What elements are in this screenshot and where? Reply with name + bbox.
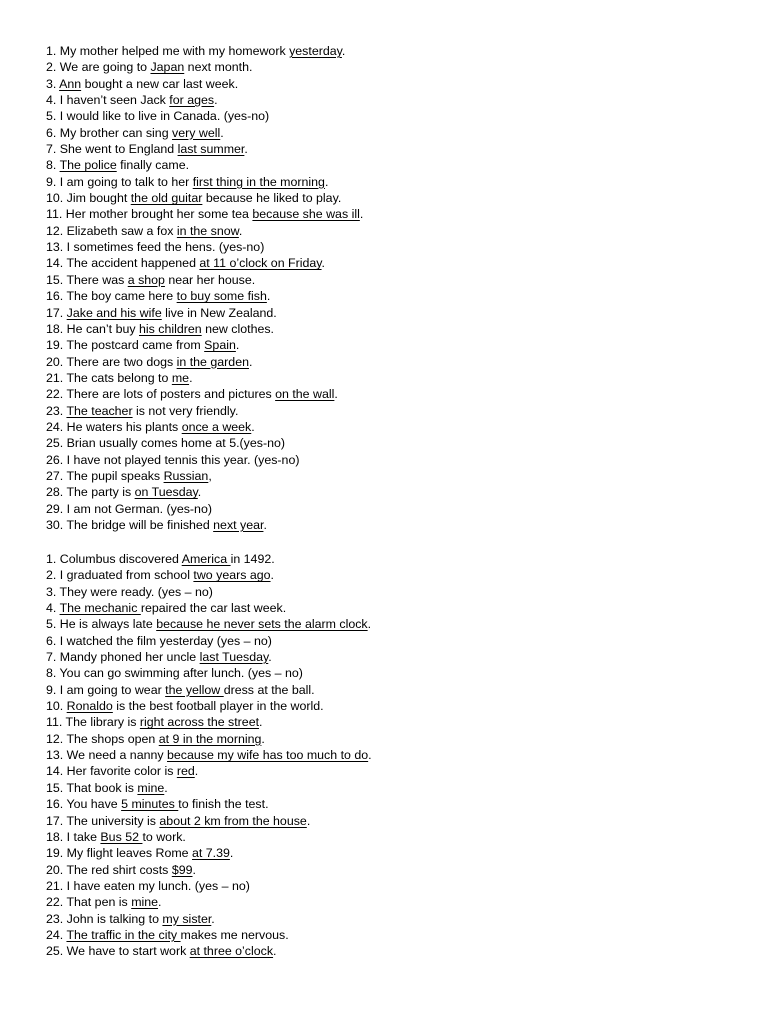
sentence-text: . (367, 617, 372, 632)
sentence-text: 16. The boy came here (46, 289, 177, 304)
sentence-line (46, 288, 363, 304)
sentence-text: . (164, 780, 168, 795)
underlined-phrase: because he never sets the alarm clock (156, 617, 368, 632)
sentence-line (46, 796, 372, 812)
underlined-phrase: 5 minutes (121, 797, 179, 812)
underlined-phrase: a shop (127, 272, 165, 287)
underlined-phrase: the yellow (165, 682, 224, 697)
sentence-text: 17. The university is (46, 813, 160, 828)
sentence-line (46, 616, 372, 632)
underlined-phrase: once a week (181, 419, 252, 434)
sentence-text: 13. I sometimes feed the hens. (yes-no) (46, 240, 265, 255)
sentence-line (46, 813, 372, 829)
sentence-line (46, 911, 372, 927)
sentence-text: 22. That pen is (46, 895, 132, 910)
underlined-phrase: The police (59, 158, 117, 173)
sentence-text: 3. They were ready. (yes – no) (46, 584, 213, 599)
underlined-phrase: right across the street (139, 715, 260, 730)
underlined-phrase: Ronaldo (66, 699, 113, 714)
sentence-text: . (261, 731, 265, 746)
sentence-line (46, 190, 363, 206)
sentence-text: 14. Her favorite color is (46, 764, 177, 779)
sentence-text: 18. He can’t buy (46, 321, 139, 336)
underlined-phrase: Russian (163, 468, 209, 483)
sentence-text: 15. There was (46, 272, 128, 287)
sentence-text: 7. Mandy phoned her uncle (46, 650, 200, 665)
sentence-text: 26. I have not played tennis this year. (yes-no) (46, 452, 300, 467)
sentence-text: to work. (142, 829, 186, 844)
underlined-phrase: at 9 in the morning (158, 731, 262, 746)
sentence-text: . (220, 125, 224, 140)
exercise-1-list (46, 43, 363, 533)
underlined-phrase: $99 (171, 862, 193, 877)
underlined-phrase: my sister (162, 911, 212, 926)
sentence-line (46, 714, 372, 730)
sentence-text: . (341, 44, 346, 58)
underlined-phrase: next year (213, 517, 264, 532)
sentence-text: . (192, 862, 196, 877)
sentence-text: . (238, 223, 243, 238)
sentence-text: . (321, 256, 325, 271)
sentence-text: 27. The pupil speaks (46, 468, 164, 483)
sentence-text: 30. The bridge will be finished (46, 517, 214, 532)
sentence-text: . (229, 846, 234, 861)
underlined-phrase: The traffic in the city (66, 927, 181, 942)
sentence-text: 21. I have eaten my lunch. (yes – no) (46, 878, 250, 893)
sentence-line (46, 468, 363, 484)
underlined-phrase: The mechanic (59, 601, 141, 616)
sentence-text: . (211, 911, 215, 926)
underlined-phrase: Jake and his wife (66, 305, 162, 320)
sentence-line (46, 157, 363, 173)
sentence-text: repaired the car last week. (140, 601, 287, 616)
sentence-text: 13. We need a nanny (46, 748, 168, 763)
sentence-line (46, 927, 372, 943)
sentence-line (46, 206, 363, 222)
sentence-line (46, 108, 363, 124)
sentence-text: 21. The cats belong to (46, 370, 172, 385)
underlined-phrase: The teacher (66, 403, 133, 418)
sentence-line (46, 92, 363, 108)
sentence-text: 12. Elizabeth saw a fox (46, 223, 177, 238)
sentence-text: 25. We have to start work (46, 944, 190, 959)
sentence-line (46, 435, 363, 451)
sentence-text: . (324, 174, 329, 189)
sentence-line (46, 403, 363, 419)
sentence-line (46, 272, 363, 288)
sentence-line (46, 239, 363, 255)
sentence-text: . (259, 715, 263, 730)
sentence-text: . (248, 354, 253, 369)
sentence-text: 23. (46, 403, 67, 418)
underlined-phrase: at three o’clock (189, 944, 274, 959)
sentence-text: 10. (46, 699, 67, 714)
sentence-line (46, 682, 372, 698)
sentence-text: 29. I am not German. (yes-no) (46, 501, 212, 516)
underlined-phrase: about 2 km from the house (159, 813, 307, 828)
sentence-text: . (194, 764, 199, 779)
sentence-text: . (158, 895, 162, 910)
sentence-line (46, 665, 372, 681)
underlined-phrase: on Tuesday (134, 485, 198, 500)
sentence-line (46, 223, 363, 239)
sentence-line (46, 354, 363, 370)
sentence-text: . (270, 568, 274, 583)
sentence-line (46, 321, 363, 337)
sentence-text: . (268, 650, 272, 665)
underlined-phrase: Ann (59, 76, 82, 91)
sentence-text: 9. I am going to wear (46, 682, 166, 697)
sentence-line (46, 829, 372, 845)
sentence-text: to finish the test. (178, 797, 269, 812)
sentence-text: 5. He is always late (46, 617, 157, 632)
sentence-line (46, 845, 372, 861)
sentence-text: 6. I watched the film yesterday (yes – no) (46, 633, 272, 648)
sentence-text: 12. The shops open (46, 731, 159, 746)
sentence-line (46, 76, 363, 92)
sentence-text: 1. Columbus discovered (46, 552, 182, 566)
sentence-text: . (189, 370, 193, 385)
sentence-text: 17. (46, 305, 67, 320)
sentence-line (46, 894, 372, 910)
underlined-phrase: mine (137, 780, 165, 795)
sentence-text: 4. I haven’t seen Jack (46, 93, 170, 108)
sentence-text: . (251, 419, 255, 434)
sentence-text: . (214, 93, 218, 108)
underlined-phrase: first thing in the morning (192, 174, 325, 189)
sentence-line (46, 370, 363, 386)
sentence-line (46, 862, 372, 878)
sentence-line (46, 633, 372, 649)
sentence-text: 19. My flight leaves Rome (46, 846, 192, 861)
underlined-phrase: red (176, 764, 195, 779)
underlined-phrase: mine (131, 895, 159, 910)
underlined-phrase: because she was ill (252, 207, 360, 222)
underlined-phrase: at 11 o’clock on Friday (199, 256, 322, 271)
sentence-text: bought a new car last week. (81, 76, 239, 91)
sentence-text: , (208, 468, 212, 483)
sentence-text: . (235, 338, 240, 353)
sentence-text: in 1492. (230, 552, 275, 566)
sentence-text: . (359, 207, 364, 222)
sentence-line (46, 452, 363, 468)
sentence-text: 2. I graduated from school (46, 568, 194, 583)
sentence-text: . (368, 748, 372, 763)
sentence-text: because he liked to play. (202, 191, 342, 206)
sentence-line (46, 567, 372, 583)
underlined-phrase: at 7.39 (192, 846, 230, 861)
sentence-text: 2. We are going to (46, 60, 151, 75)
sentence-line (46, 878, 372, 894)
sentence-line (46, 141, 363, 157)
underlined-phrase: Bus 52 (100, 829, 143, 844)
sentence-text: 6. My brother can sing (46, 125, 173, 140)
sentence-line (46, 763, 372, 779)
sentence-line (46, 600, 372, 616)
sentence-text: 22. There are lots of posters and pictures (46, 387, 276, 402)
sentence-text: . (334, 387, 338, 402)
sentence-text: 8. (46, 158, 60, 173)
sentence-text: . (263, 517, 267, 532)
sentence-text: dress at the ball. (223, 682, 315, 697)
sentence-line (46, 174, 363, 190)
sentence-text: 24. (46, 927, 67, 942)
underlined-phrase: me (171, 370, 190, 385)
underlined-phrase: last Tuesday (199, 650, 269, 665)
sentence-text: 20. The red shirt costs (46, 862, 172, 877)
sentence-text: is not very friendly. (132, 403, 239, 418)
sentence-line (46, 731, 372, 747)
underlined-phrase: Spain (204, 338, 236, 353)
sentence-text: . (306, 813, 311, 828)
sentence-text: 1. My mother helped me with my homework (46, 44, 290, 58)
sentence-text: makes me nervous. (180, 927, 289, 942)
underlined-phrase: his children (138, 321, 202, 336)
sentence-text: 23. John is talking to (46, 911, 163, 926)
sentence-line (46, 584, 372, 600)
sentence-line (46, 943, 372, 959)
sentence-line (46, 43, 363, 59)
sentence-text: 15. That book is (46, 780, 138, 795)
underlined-phrase: because my wife has too much to do (167, 748, 369, 763)
sentence-line (46, 337, 363, 353)
sentence-text: . (197, 485, 202, 500)
underlined-phrase: on the wall (275, 387, 335, 402)
sentence-line (46, 305, 363, 321)
sentence-line (46, 517, 363, 533)
sentence-text: 14. The accident happened (46, 256, 200, 271)
sentence-line (46, 59, 363, 75)
sentence-text: 7. She went to England (46, 142, 178, 157)
sentence-text: near her house. (164, 272, 256, 287)
sentence-text: live in New Zealand. (161, 305, 277, 320)
sentence-text: is the best football player in the world. (112, 699, 324, 714)
sentence-line (46, 484, 363, 500)
sentence-line (46, 551, 372, 567)
sentence-text: new clothes. (201, 321, 274, 336)
underlined-phrase: America (181, 552, 231, 566)
underlined-phrase: in the garden (176, 354, 249, 369)
sentence-text: finally came. (116, 158, 190, 173)
sentence-line (46, 780, 372, 796)
sentence-line (46, 649, 372, 665)
sentence-text: 19. The postcard came from (46, 338, 205, 353)
underlined-phrase: to buy some fish (176, 289, 267, 304)
sentence-line (46, 386, 363, 402)
sentence-text: 4. (46, 601, 60, 616)
sentence-text: 11. Her mother brought her some tea (46, 207, 253, 222)
sentence-text: 10. Jim bought (46, 191, 131, 206)
sentence-text: . (266, 289, 271, 304)
sentence-text: 8. You can go swimming after lunch. (yes – no) (46, 666, 303, 681)
sentence-text: 3. (46, 76, 60, 91)
sentence-text: 11. The library is (46, 715, 140, 730)
sentence-text: next month. (184, 60, 253, 75)
underlined-phrase: Japan (150, 60, 185, 75)
sentence-line (46, 125, 363, 141)
sentence-text: 20. There are two dogs (46, 354, 177, 369)
sentence-text: 25. Brian usually comes home at 5.(yes-no) (46, 436, 285, 451)
underlined-phrase: for ages (169, 93, 215, 108)
sentence-text: 28. The party is (46, 485, 135, 500)
sentence-text: . (273, 944, 277, 959)
sentence-line (46, 501, 363, 517)
sentence-line (46, 747, 372, 763)
underlined-phrase: last summer (177, 142, 245, 157)
sentence-text: 18. I take (46, 829, 101, 844)
underlined-phrase: very well (172, 125, 221, 140)
exercise-2-list (46, 551, 372, 960)
sentence-text: 9. I am going to talk to her (46, 174, 193, 189)
sentence-text: 24. He waters his plants (46, 419, 182, 434)
sentence-text: 16. You have (46, 797, 122, 812)
sentence-text: 5. I would like to live in Canada. (yes-no) (46, 109, 270, 124)
sentence-text: . (244, 142, 248, 157)
underlined-phrase: the old guitar (130, 191, 203, 206)
underlined-phrase: two years ago (193, 568, 271, 583)
underlined-phrase: in the snow (176, 223, 239, 238)
sentence-line (46, 255, 363, 271)
sentence-line (46, 698, 372, 714)
underlined-phrase: yesterday (289, 44, 342, 58)
sentence-line (46, 419, 363, 435)
